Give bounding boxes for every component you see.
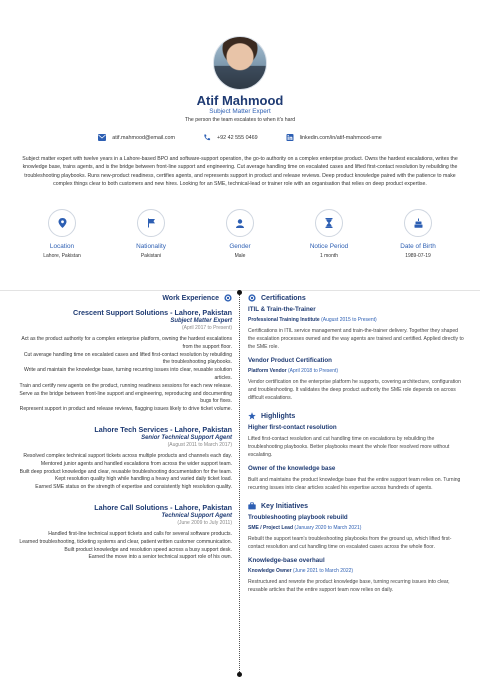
initiative-dates: (June 2021 to March 2022)	[293, 568, 354, 574]
fact-icon-circle	[315, 209, 343, 237]
initiative-desc: Rebuilt the support team's troubleshooting playbooks from the ground up, which lifted first-contact resolution and cut handling time on escalated cases across the whole floor.	[248, 536, 452, 550]
phone-icon	[203, 134, 211, 141]
highlight-entry	[248, 465, 464, 492]
cake-icon	[414, 218, 423, 228]
job-bullet: Learned troubleshooting, ticketing systems and clear, patient written customer communication.	[19, 538, 232, 545]
certifications-heading	[248, 294, 464, 302]
contact-phone[interactable]	[203, 134, 258, 141]
location-pin-icon	[58, 218, 67, 228]
job-bullets	[16, 336, 232, 414]
job-bullet: Write and maintain the knowledge base, turning recurring issues into clear, reusable solution articles.	[23, 367, 232, 381]
gear-icon	[248, 294, 256, 302]
highlight-title: Higher first-contact resolution	[248, 424, 337, 431]
job-entry	[16, 425, 232, 492]
highlights-title: Highlights	[261, 412, 296, 420]
job-bullet: Mentored junior agents and handled escalations from across the wider support team.	[40, 460, 232, 467]
fact-icon-circle	[137, 209, 165, 237]
fact-value: 1 month	[319, 253, 339, 259]
job-dates: (April 2017 to Present)	[181, 325, 232, 331]
initiative-meta	[248, 568, 464, 574]
work-experience-heading	[16, 294, 232, 302]
fact-nationality	[111, 209, 191, 259]
initiative-meta	[248, 525, 464, 531]
job-bullet: Resolved complex technical support tickets across multiple products and channels each day.	[23, 452, 232, 459]
linkedin-text: linkedin.com/in/atif-mahmood-sme	[299, 134, 382, 141]
certification-entry	[248, 357, 464, 402]
initiatives-heading	[248, 502, 464, 510]
job-bullet: Act as the product authority for a complex enterprise platform, owning the hardest escalations from the support floor.	[21, 336, 232, 350]
certification-title: Vendor Product Certification	[248, 357, 332, 364]
job-role: Senior Technical Support Agent	[141, 434, 232, 441]
candidate-tagline: The person the team escalates to when it's hard	[184, 117, 296, 123]
fact-label: Location	[49, 243, 75, 250]
job-role: Technical Support Agent	[161, 512, 232, 519]
job-bullet: Represent support in product and release reviews, flagging issues likely to drive ticket volume.	[19, 406, 232, 413]
fact-icon-circle	[48, 209, 76, 237]
right-column	[248, 294, 464, 594]
certification-entry	[248, 306, 464, 351]
linkedin-icon	[286, 134, 294, 141]
fact-date-of-birth	[378, 209, 458, 259]
job-company: Lahore Call Solutions - Lahore, Pakistan	[94, 502, 232, 512]
initiative-entry	[248, 557, 464, 594]
highlight-desc: Lifted first-contact resolution and cut handling time on escalations by rebuilding the troubleshooting playbooks. Better playbooks meant the whole floor resolved more without escalating.	[248, 436, 450, 458]
certification-issuer: Professional Training Institute	[248, 317, 320, 323]
job-company: Crescent Support Solutions - Lahore, Pakistan	[73, 308, 232, 317]
job-bullet: Earned the move into a senior technical support role of his own.	[88, 554, 232, 561]
fact-value: 1989-07-19	[405, 253, 431, 259]
job-bullet: Earned SME status on the strength of expertise and consistently high resolution quality.	[35, 484, 232, 491]
highlight-title: Owner of the knowledge base	[248, 465, 336, 472]
email-text: atif.mahmood@email.com	[112, 134, 175, 141]
job-bullets	[16, 531, 232, 562]
certification-issuer: Platform Vendor	[248, 368, 287, 374]
profile-photo	[213, 36, 267, 90]
initiative-role: SME / Project Lead	[248, 525, 294, 531]
job-company: Lahore Tech Services - Lahore, Pakistan	[94, 424, 232, 434]
job-bullet: Built product knowledge and resolution speed across a busy support desk.	[64, 546, 232, 553]
fact-location	[22, 209, 102, 259]
initiative-desc: Restructured and rewrote the product knowledge base, turning recurring issues into clear, reusable articles that the entire support team now relies on daily.	[248, 579, 450, 593]
certification-meta	[248, 317, 464, 323]
job-bullet: Handled first-line technical support tickets and calls for several software products.	[48, 530, 232, 537]
fact-value: Pakistani	[140, 253, 162, 259]
candidate-name: Atif Mahmood	[196, 93, 284, 108]
certification-desc: Vendor certification on the enterprise platform he supports, covering architecture, configuration and troubleshooting. It validates the deep product authority the SME role depends on across difficult escalations.	[248, 379, 461, 401]
contact-email[interactable]	[98, 134, 175, 141]
fact-value: Male	[234, 253, 246, 259]
fact-icon-circle	[226, 209, 254, 237]
initiative-title: Knowledge-base overhaul	[248, 557, 325, 564]
job-bullet: Serve as the bridge between front-line support and engineering, reproducing and documenting bugs for fixes.	[19, 390, 232, 405]
fact-label: Notice Period	[309, 243, 349, 250]
profile-summary: Subject matter expert with twelve years in a Lahore-based BPO and software-support operation, the go-to authority on a complex enterprise product. Owns the hardest escalations, writes the knowledge base, trains agents, and is the bridge between front-line support and engineering. Cut average handling time on escalated cases and lifted first-contact resolution by rebuilding the troubleshooting playbooks. Runs new-product readiness, certifies agents, and represents support in product and release reviews. Deep product knowledge paired with the patience to make complex things clear to both customers and new hires. Looking for an SME, technical-lead or trainer role with an organisation that relies on deep product expertise.	[22, 156, 458, 188]
job-bullets	[16, 453, 232, 492]
contact-bar	[0, 134, 480, 141]
flag-icon	[147, 218, 156, 228]
initiative-title: Troubleshooting playbook rebuild	[248, 514, 348, 521]
job-bullet: Train and certify new agents on the product, running readiness sessions for each new release.	[19, 382, 232, 389]
briefcase-icon	[248, 502, 256, 510]
gear-icon	[224, 294, 232, 302]
job-bullet: Built deep product knowledge and clear, reusable troubleshooting documentation for the team.	[19, 468, 232, 475]
job-dates: (August 2011 to March 2017)	[167, 441, 232, 448]
job-role: Subject Matter Expert	[170, 318, 232, 324]
fact-icon-circle	[404, 209, 432, 237]
certification-desc: Certifications in ITIL service management and train-the-trainer delivery. Together they shaped the escalation processes owned and the way agents are trained and certified. Applied directly to the SME role.	[248, 328, 464, 350]
job-bullet: Cut average handling time on escalated cases and lifted first-contact resolution by rebuilding the troubleshooting playbooks.	[23, 351, 232, 366]
certification-title: ITIL & Train-the-Trainer	[248, 306, 316, 313]
star-icon	[248, 412, 256, 420]
candidate-title: Subject Matter Expert	[209, 108, 271, 115]
fact-label: Gender	[229, 243, 251, 250]
phone-text: +92 42 555 0469	[216, 134, 258, 141]
gender-icon	[235, 218, 245, 228]
highlight-entry	[248, 424, 464, 459]
contact-linkedin[interactable]	[286, 134, 382, 141]
hourglass-icon	[325, 218, 333, 228]
personal-facts	[22, 209, 458, 259]
fact-gender	[200, 209, 280, 259]
highlights-heading	[248, 412, 464, 420]
certification-dates: (April 2018 to Present)	[288, 368, 339, 374]
job-entry	[16, 503, 232, 562]
fact-label: Nationality	[136, 243, 166, 250]
initiatives-title: Key Initiatives	[261, 502, 309, 510]
certification-meta	[248, 368, 464, 374]
job-dates: (June 2009 to July 2011)	[177, 519, 232, 526]
fact-notice-period	[289, 209, 369, 259]
job-bullet: Kept resolution quality high while handling a heavy and varied daily ticket load.	[55, 476, 232, 483]
fact-value: Lahore, Pakistan	[43, 253, 81, 259]
highlight-desc: Built and maintains the product knowledge base that the entire support team relies on. Turning recurring issues into clear articles scaled his expertise across hundreds of agents.	[248, 477, 461, 491]
envelope-icon	[98, 134, 106, 141]
timeline-dot-top	[237, 290, 242, 295]
work-experience-title: Work Experience	[162, 294, 219, 302]
timeline-line	[239, 292, 240, 676]
work-experience-column	[16, 294, 232, 562]
certifications-title: Certifications	[261, 294, 306, 302]
fact-label: Date of Birth	[400, 243, 436, 250]
job-entry	[16, 308, 232, 414]
initiative-role: Knowledge Owner	[248, 568, 292, 574]
certification-dates: (August 2015 to Present)	[321, 317, 377, 323]
timeline-dot-bottom	[237, 672, 242, 677]
initiative-dates: (January 2020 to March 2021)	[294, 525, 362, 531]
initiative-entry	[248, 514, 464, 551]
